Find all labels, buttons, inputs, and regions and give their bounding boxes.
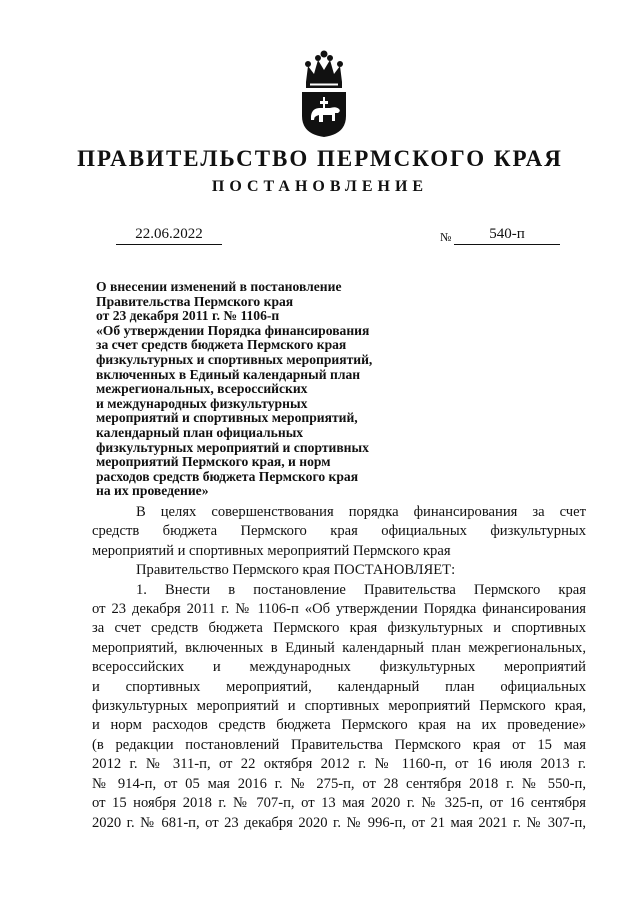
subject-line: физкультурных и спортивных мероприятий, [96,351,373,367]
body-line: № 914-п, от 05 мая 2016 г. № 275-п, от 28 сентября 2018 г. № 550-п, [92,775,586,792]
body-line: физкультурных мероприятий и спортивных мероприятий Пермского края, [92,698,586,715]
body-line: 2012 г. № 311-п, от 22 октября 2012 г. № 1160-п, от 16 июля 2013 г. [92,756,586,773]
document-type: ПОСТАНОВЛЕНИЕ [211,178,429,195]
subject-line: мероприятий и спортивных мероприятий, [96,410,358,426]
body-line: от 15 ноября 2018 г. № 707-п, от 13 мая 2020 г. № 325-п, от 16 сентября [92,795,586,812]
subject-line: мероприятий Пермского края, и норм [96,454,331,470]
coat-of-arms-icon [298,48,350,138]
body-line: и норм расходов средств бюджета Пермского края на их проведение» [92,717,586,734]
document-number: 540-п [454,226,560,245]
body-line: мероприятий, включенных в Единый календарный план межрегиональных, [92,639,586,656]
subject-line: от 23 декабря 2011 г. № 1106-п [96,308,280,324]
subject-line: на их проведение» [96,483,209,499]
body-line: 1. Внести в постановление Правительства Пермского края [136,581,586,598]
subject-line: календарный план официальных [96,424,304,440]
body-line: (в редакции постановлений Правительства Пермского края от 15 мая [92,736,586,753]
body-line: Правительство Пермского края ПОСТАНОВЛЯЕТ: [136,562,456,579]
document-subject [96,280,416,499]
subject-line: межрегиональных, всероссийских [96,381,308,397]
subject-line: «Об утверждении Порядка финансирования [96,322,370,338]
body-line: от 23 декабря 2011 г. № 1106-п «Об утверждении Порядка финансирования [92,601,586,618]
subject-line: физкультурных мероприятий и спортивных [96,439,369,455]
subject-line: включенных в Единый календарный план [96,366,361,382]
subject-line: за счет средств бюджета Пермского края [96,337,347,353]
body-line: 2020 г. № 681-п, от 23 декабря 2020 г. № 996-п, от 21 мая 2021 г. № 307-п, [92,814,586,831]
body-line: мероприятий и спортивных мероприятий Пермского края [92,542,451,559]
subject-line: и международных физкультурных [96,395,308,411]
body-line: В целях совершенствования порядка финансирования за счет [136,504,586,520]
document-date: 22.06.2022 [116,226,222,245]
number-sign: № [440,230,452,244]
body-line: за счет средств бюджета Пермского края физкультурных и спортивных [92,620,586,637]
subject-line: расходов средств бюджета Пермского края [96,468,359,484]
subject-line: Правительства Пермского края [96,293,294,309]
document-body [92,503,586,833]
subject-line: О внесении изменений в постановление [96,279,342,294]
body-line: всероссийских и международных физкультурных мероприятий [92,659,586,676]
government-title: ПРАВИТЕЛЬСТВО ПЕРМСКОГО КРАЯ [77,146,563,171]
body-line: средств бюджета Пермского края официальных физкультурных [92,523,586,540]
body-line: и спортивных мероприятий, календарный план официальных [92,678,586,695]
